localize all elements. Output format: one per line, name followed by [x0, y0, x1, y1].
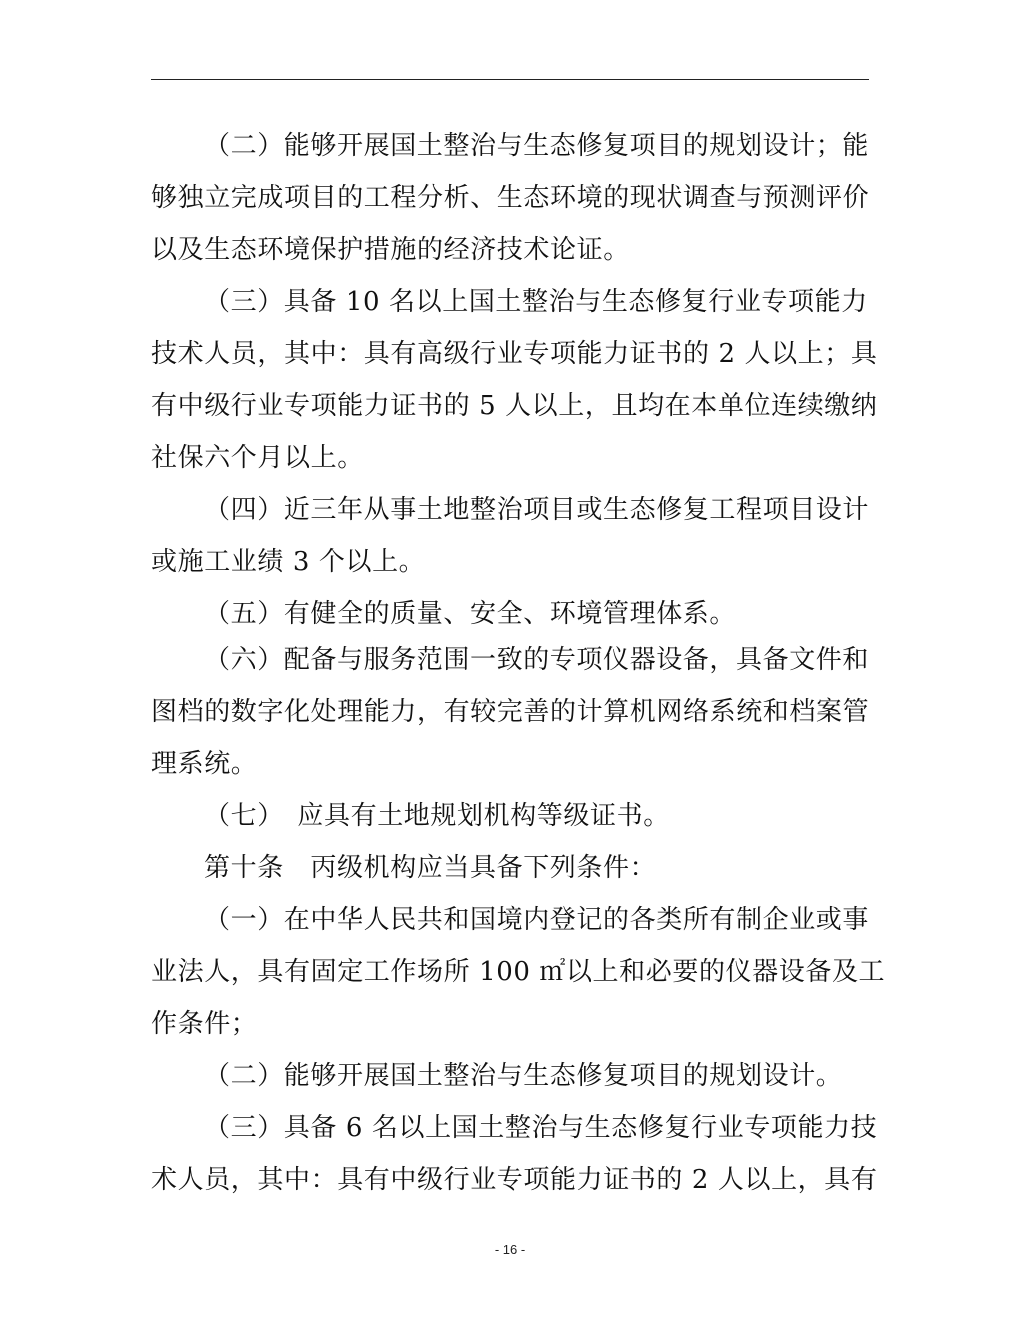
paragraph-line: 业法人，具有固定工作场所 100 ㎡以上和必要的仪器设备及工 [151, 957, 886, 987]
paragraph-line: 作条件； [151, 1009, 258, 1039]
paragraph-line: 够独立完成项目的工程分析、生态环境的现状调查与预测评价 [151, 183, 870, 213]
paragraph-line: （七） 应具有土地规划机构等级证书。 [204, 801, 670, 831]
paragraph-line: （一）在中华人民共和国境内登记的各类所有制企业或事 [204, 905, 870, 935]
paragraph-line: （二）能够开展国土整治与生态修复项目的规划设计。 [204, 1061, 843, 1091]
paragraph-line: （三）具备 6 名以上国土整治与生态修复行业专项能力技 [204, 1113, 878, 1143]
paragraph-line: 以及生态环境保护措施的经济技术论证。 [151, 235, 630, 265]
article-heading: 第十条 丙级机构应当具备下列条件： [204, 853, 657, 883]
paragraph-line: （三）具备 10 名以上国土整治与生态修复行业专项能力 [204, 287, 868, 317]
paragraph-line: （二）能够开展国土整治与生态修复项目的规划设计；能 [204, 131, 870, 161]
paragraph-line: 有中级行业专项能力证书的 5 人以上，且均在本单位连续缴纳 [151, 391, 878, 421]
paragraph-line: 图档的数字化处理能力，有较完善的计算机网络系统和档案管 [151, 697, 870, 727]
header-rule [151, 79, 869, 80]
paragraph-line: （五）有健全的质量、安全、环境管理体系。 [204, 599, 737, 629]
paragraph-line: 技术人员，其中：具有高级行业专项能力证书的 2 人以上；具 [151, 339, 878, 369]
paragraph-line: （四）近三年从事土地整治项目或生态修复工程项目设计 [204, 495, 870, 525]
paragraph-line: 理系统。 [151, 749, 258, 779]
paragraph-line: （六）配备与服务范围一致的专项仪器设备，具备文件和 [204, 645, 870, 675]
paragraph-line: 或施工业绩 3 个以上。 [151, 547, 426, 577]
page-number: - 16 - [494, 1242, 526, 1257]
paragraph-line: 术人员，其中：具有中级行业专项能力证书的 2 人以上，具有 [151, 1165, 878, 1195]
paragraph-line: 社保六个月以上。 [151, 443, 364, 473]
